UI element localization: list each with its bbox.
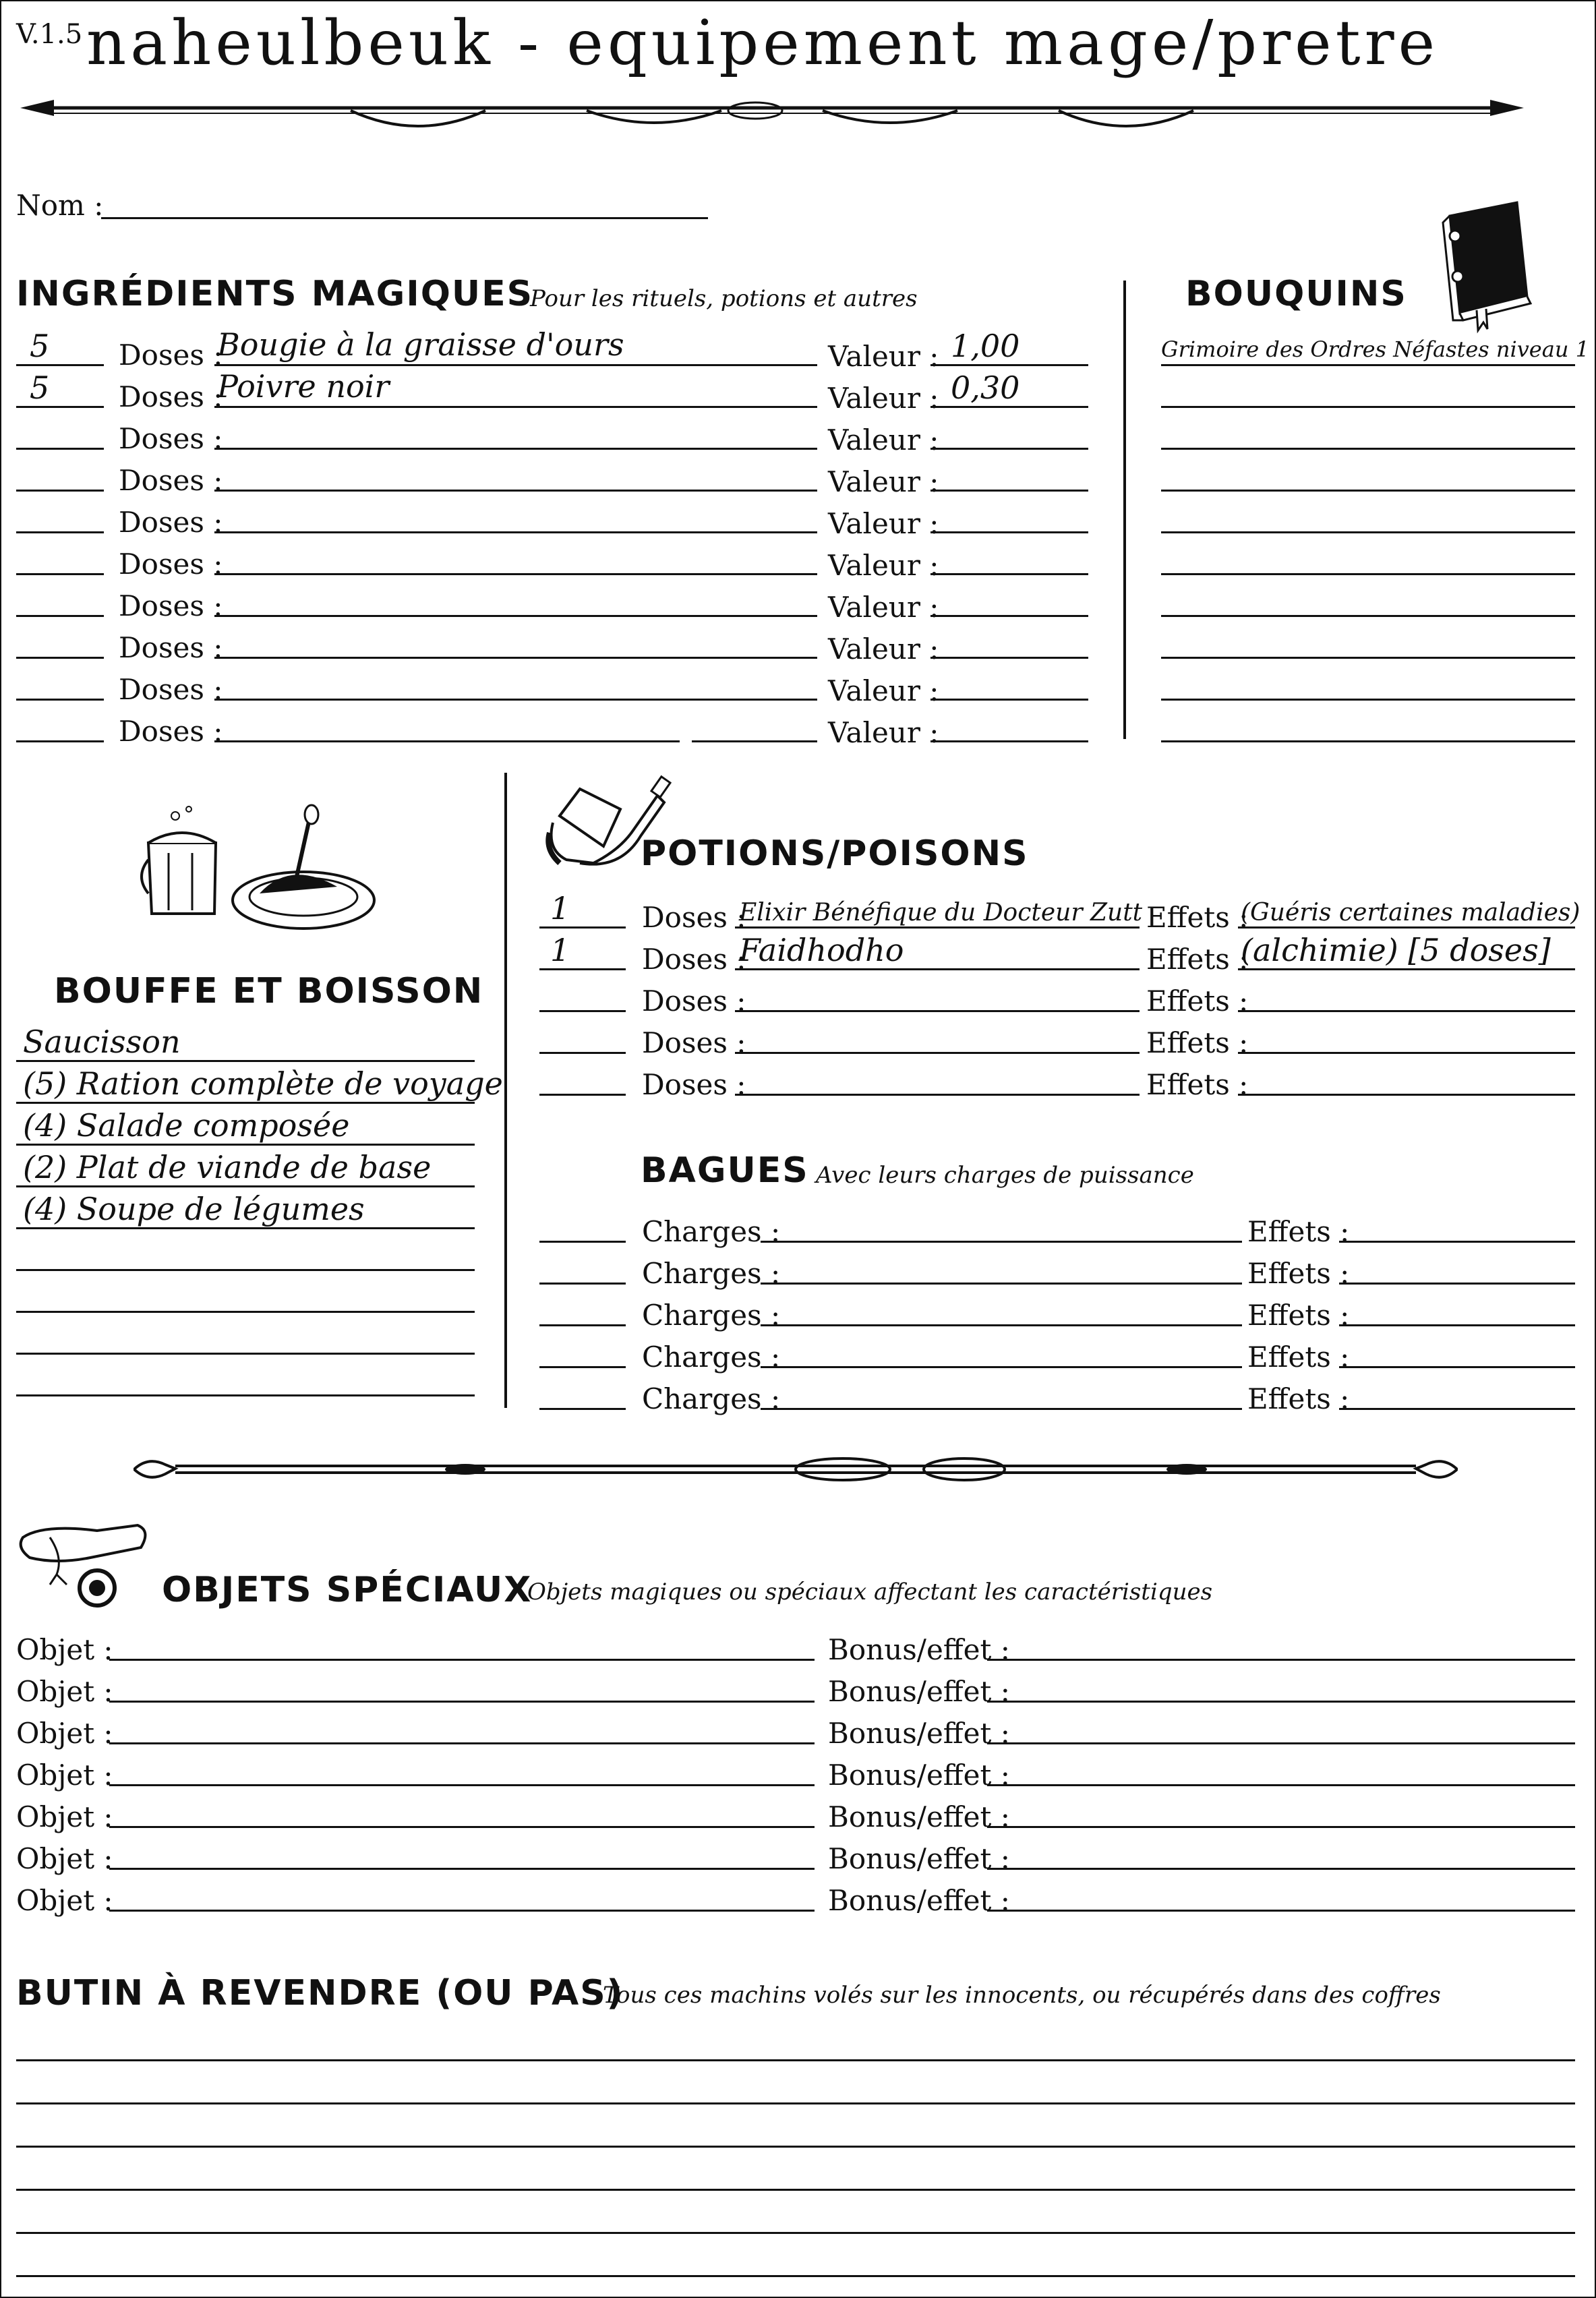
- potion-name-field[interactable]: [735, 968, 1140, 970]
- object-label: Objet :: [16, 1842, 113, 1875]
- doses-label: Doses :: [119, 506, 223, 539]
- value-label: Valeur :: [828, 591, 939, 624]
- ring-effect-field[interactable]: [1339, 1366, 1575, 1368]
- potion-name-field[interactable]: [735, 926, 1140, 929]
- object-label: Objet :: [16, 1800, 113, 1833]
- section-divider: [504, 773, 507, 1408]
- section-divider: [1123, 281, 1126, 739]
- object-label: Objet :: [16, 1633, 113, 1666]
- food-entry: Saucisson: [23, 1024, 181, 1060]
- doses-label: Doses :: [642, 984, 746, 1018]
- ingredient-value-field[interactable]: [930, 364, 1088, 366]
- book-entry-line[interactable]: [1161, 448, 1575, 450]
- potion-effect: (alchimie) [5 doses]: [1241, 932, 1551, 968]
- ingredient-value-field[interactable]: [930, 531, 1088, 533]
- loot-entry-line[interactable]: [16, 2059, 1575, 2061]
- ring-effect-field[interactable]: [1339, 1324, 1575, 1326]
- loot-entry-line[interactable]: [16, 2189, 1575, 2191]
- ingredients-subtitle: Pour les rituels, potions et autres: [530, 285, 918, 312]
- effects-label: Effets :: [1247, 1215, 1350, 1248]
- loot-entry-line[interactable]: [16, 2146, 1575, 2148]
- loot-entry-line[interactable]: [16, 2102, 1575, 2104]
- ingredient-name-field[interactable]: [214, 448, 817, 450]
- ingredient-name-field[interactable]: [214, 364, 817, 366]
- loot-entry-line[interactable]: [16, 2275, 1575, 2277]
- ring-charges-field[interactable]: [761, 1366, 1242, 1368]
- food-entry-line[interactable]: [16, 1144, 475, 1146]
- potion-qty-field[interactable]: [539, 1094, 626, 1096]
- doses-label: Doses :: [119, 548, 223, 581]
- food-entry-line[interactable]: [16, 1102, 475, 1104]
- bonus-label: Bonus/effet :: [828, 1842, 1010, 1875]
- scroll-ring-icon: [16, 1510, 158, 1618]
- potion-qty: 1: [550, 932, 570, 968]
- effects-label: Effets :: [1146, 943, 1249, 976]
- value-label: Valeur :: [828, 465, 939, 498]
- ingredient-value-field[interactable]: [930, 657, 1088, 659]
- ingredient-value: 0,30: [951, 370, 1020, 406]
- ingredient-qty-field[interactable]: [16, 406, 104, 408]
- potion-qty-field[interactable]: [539, 1010, 626, 1012]
- ingredient-name-field[interactable]: [214, 490, 817, 492]
- charges-label: Charges :: [642, 1299, 781, 1332]
- bonus-field[interactable]: [987, 1910, 1575, 1912]
- bonus-label: Bonus/effet :: [828, 1633, 1010, 1666]
- doses-label: Doses :: [119, 338, 223, 372]
- potion-qty-field[interactable]: [539, 1052, 626, 1054]
- food-title: BOUFFE ET BOISSON: [54, 971, 484, 1011]
- ingredient-value-field[interactable]: [930, 699, 1088, 701]
- bonus-label: Bonus/effet :: [828, 1759, 1010, 1792]
- potion-effect: (Guéris certaines maladies): [1241, 899, 1580, 926]
- food-entry: (4) Salade composée: [23, 1107, 350, 1144]
- value-label: Valeur :: [828, 549, 939, 582]
- ring-effect-field[interactable]: [1339, 1283, 1575, 1285]
- ring-name-field[interactable]: [539, 1366, 626, 1368]
- effects-label: Effets :: [1146, 1026, 1249, 1059]
- ingredient-qty-field[interactable]: [16, 448, 104, 450]
- effects-label: Effets :: [1146, 984, 1249, 1018]
- bonus-field[interactable]: [987, 1868, 1575, 1870]
- doses-label: Doses :: [119, 464, 223, 497]
- doses-label: Doses :: [119, 380, 223, 413]
- object-field[interactable]: [109, 1784, 815, 1786]
- object-label: Objet :: [16, 1884, 113, 1917]
- book-entry-line[interactable]: [1161, 740, 1575, 742]
- bonus-label: Bonus/effet :: [828, 1675, 1010, 1708]
- version-label: V.1.5: [16, 19, 83, 50]
- ring-charges-field[interactable]: [761, 1241, 1242, 1243]
- effects-label: Effets :: [1247, 1382, 1350, 1415]
- doses-label: Doses :: [119, 715, 223, 748]
- ingredient-name: Poivre noir: [217, 368, 390, 405]
- ingredient-qty-field[interactable]: [16, 615, 104, 617]
- ingredient-name-field[interactable]: [214, 657, 817, 659]
- ingredient-value-field[interactable]: [930, 615, 1088, 617]
- object-field[interactable]: [109, 1826, 815, 1828]
- potion-name: Faidhodho: [739, 932, 904, 968]
- ingredient-name: Bougie à la graisse d'ours: [217, 326, 624, 363]
- object-label: Objet :: [16, 1759, 113, 1792]
- value-label: Valeur :: [828, 423, 939, 456]
- ingredients-title: INGRÉDIENTS MAGIQUES: [16, 274, 534, 314]
- ingredient-qty-field[interactable]: [16, 531, 104, 533]
- food-entry-line[interactable]: [16, 1185, 475, 1187]
- bonus-label: Bonus/effet :: [828, 1800, 1010, 1833]
- doses-label: Doses :: [642, 1068, 746, 1101]
- object-field[interactable]: [109, 1910, 815, 1912]
- charges-label: Charges :: [642, 1215, 781, 1248]
- effects-label: Effets :: [1146, 901, 1249, 934]
- effects-label: Effets :: [1146, 1068, 1249, 1101]
- ingredient-name-field[interactable]: [214, 531, 817, 533]
- doses-label: Doses :: [642, 1026, 746, 1059]
- special-title: OBJETS SPÉCIAUX: [162, 1570, 533, 1610]
- charges-label: Charges :: [642, 1382, 781, 1415]
- ingredient-name-field-extra[interactable]: [692, 740, 817, 742]
- potion-qty-field[interactable]: [539, 926, 626, 929]
- object-field[interactable]: [109, 1742, 815, 1744]
- ingredient-value-field[interactable]: [930, 448, 1088, 450]
- loot-entry-line[interactable]: [16, 2232, 1575, 2234]
- charges-label: Charges :: [642, 1257, 781, 1290]
- books-title: BOUQUINS: [1185, 274, 1407, 314]
- ring-effect-field[interactable]: [1339, 1241, 1575, 1243]
- potion-effect-field[interactable]: [1238, 968, 1575, 970]
- object-label: Objet :: [16, 1675, 113, 1708]
- ingredient-value-field[interactable]: [930, 490, 1088, 492]
- ingredient-qty: 5: [30, 370, 50, 406]
- object-field[interactable]: [109, 1659, 815, 1661]
- ingredient-name-field[interactable]: [214, 615, 817, 617]
- ingredient-qty-field[interactable]: [16, 740, 104, 742]
- book-entry-line[interactable]: [1161, 657, 1575, 659]
- charges-label: Charges :: [642, 1340, 781, 1374]
- ring-name-field[interactable]: [539, 1408, 626, 1410]
- ingredient-value-field[interactable]: [930, 406, 1088, 408]
- value-label: Valeur :: [828, 507, 939, 540]
- ring-name-field[interactable]: [539, 1283, 626, 1285]
- ingredient-name-field[interactable]: [214, 740, 680, 742]
- potions-title: POTIONS/POISONS: [641, 833, 1029, 874]
- potion-qty-field[interactable]: [539, 968, 626, 970]
- doses-label: Doses :: [119, 673, 223, 706]
- food-entry-line[interactable]: [16, 1227, 475, 1229]
- potion-name-field[interactable]: [735, 1094, 1140, 1096]
- ring-effect-field[interactable]: [1339, 1408, 1575, 1410]
- special-subtitle: Objets magiques ou spéciaux affectant les caractéristiques: [527, 1579, 1213, 1605]
- bonus-field[interactable]: [987, 1701, 1575, 1703]
- effects-label: Effets :: [1247, 1257, 1350, 1290]
- object-field[interactable]: [109, 1868, 815, 1870]
- potion-name-field[interactable]: [735, 1010, 1140, 1012]
- ingredient-name-field[interactable]: [214, 573, 817, 575]
- ring-charges-field[interactable]: [761, 1283, 1242, 1285]
- doses-label: Doses :: [119, 631, 223, 664]
- effects-label: Effets :: [1247, 1299, 1350, 1332]
- bonus-field[interactable]: [987, 1659, 1575, 1661]
- ingredient-value: 1,00: [951, 328, 1020, 364]
- potion-qty: 1: [550, 890, 570, 926]
- doses-label: Doses :: [119, 422, 223, 455]
- food-entry-line[interactable]: [16, 1311, 475, 1313]
- ingredient-qty: 5: [30, 328, 50, 364]
- value-label: Valeur :: [828, 382, 939, 415]
- object-field[interactable]: [109, 1701, 815, 1703]
- ingredient-name-field[interactable]: [214, 406, 817, 408]
- potion-effect-field[interactable]: [1238, 1052, 1575, 1054]
- book-entry-line[interactable]: [1161, 406, 1575, 408]
- name-label: Nom :: [16, 189, 104, 222]
- bonus-field[interactable]: [987, 1742, 1575, 1744]
- staff-divider-icon: [128, 1450, 1463, 1497]
- book-entry-line[interactable]: [1161, 699, 1575, 701]
- potion-name: Elixir Bénéfique du Docteur Zutt: [739, 899, 1143, 926]
- loot-subtitle: Tous ces machins volés sur les innocents, ou récupérés dans des coffres: [603, 1982, 1441, 2009]
- bonus-field[interactable]: [987, 1784, 1575, 1786]
- ring-name-field[interactable]: [539, 1324, 626, 1326]
- food-entry-line[interactable]: [16, 1353, 475, 1355]
- book-entry-line[interactable]: [1161, 615, 1575, 617]
- food-entry-line[interactable]: [16, 1269, 475, 1271]
- potion-effect-field[interactable]: [1238, 1094, 1575, 1096]
- ingredient-qty-field[interactable]: [16, 490, 104, 492]
- value-label: Valeur :: [828, 674, 939, 707]
- loot-title: BUTIN À REVENDRE (OU PAS): [16, 1973, 624, 2013]
- book-entry-line[interactable]: [1161, 490, 1575, 492]
- food-entry-line[interactable]: [16, 1060, 475, 1062]
- rings-title: BAGUES: [641, 1150, 809, 1191]
- spellbook-icon: [1436, 196, 1544, 330]
- rings-subtitle: Avec leurs charges de puissance: [816, 1162, 1194, 1189]
- effects-label: Effets :: [1247, 1340, 1350, 1374]
- food-platter-icon: [135, 802, 378, 937]
- bonus-field[interactable]: [987, 1826, 1575, 1828]
- food-entry: (4) Soupe de légumes: [23, 1191, 365, 1227]
- book-entry-line[interactable]: [1161, 531, 1575, 533]
- name-field[interactable]: [101, 217, 708, 219]
- value-label: Valeur :: [828, 632, 939, 666]
- object-label: Objet :: [16, 1717, 113, 1750]
- ingredient-value-field[interactable]: [930, 740, 1088, 742]
- value-label: Valeur :: [828, 340, 939, 373]
- ingredient-qty-field[interactable]: [16, 364, 104, 366]
- value-label: Valeur :: [828, 716, 939, 749]
- ring-charges-field[interactable]: [761, 1324, 1242, 1326]
- doses-label: Doses :: [642, 901, 746, 934]
- ingredient-qty-field[interactable]: [16, 573, 104, 575]
- food-entry-line[interactable]: [16, 1394, 475, 1396]
- ingredient-qty-field[interactable]: [16, 699, 104, 701]
- ring-name-field[interactable]: [539, 1241, 626, 1243]
- book-entry: Grimoire des Ordres Néfastes niveau 1: [1161, 336, 1589, 362]
- page-title: naheulbeuk - equipement mage/pretre: [86, 7, 1440, 79]
- ingredient-qty-field[interactable]: [16, 657, 104, 659]
- potion-effect-field[interactable]: [1238, 926, 1575, 929]
- food-entry: (2) Plat de viande de base: [23, 1149, 432, 1185]
- bonus-label: Bonus/effet :: [828, 1884, 1010, 1917]
- potion-effect-field[interactable]: [1238, 1010, 1575, 1012]
- food-entry: (5) Ration complète de voyage: [23, 1065, 503, 1102]
- ingredient-value-field[interactable]: [930, 573, 1088, 575]
- ingredient-name-field[interactable]: [214, 699, 817, 701]
- book-entry-line[interactable]: [1161, 364, 1575, 366]
- doses-label: Doses :: [642, 943, 746, 976]
- book-entry-line[interactable]: [1161, 573, 1575, 575]
- ring-charges-field[interactable]: [761, 1408, 1242, 1410]
- spear-divider-icon: [13, 88, 1531, 142]
- potion-name-field[interactable]: [735, 1052, 1140, 1054]
- bonus-label: Bonus/effet :: [828, 1717, 1010, 1750]
- doses-label: Doses :: [119, 589, 223, 622]
